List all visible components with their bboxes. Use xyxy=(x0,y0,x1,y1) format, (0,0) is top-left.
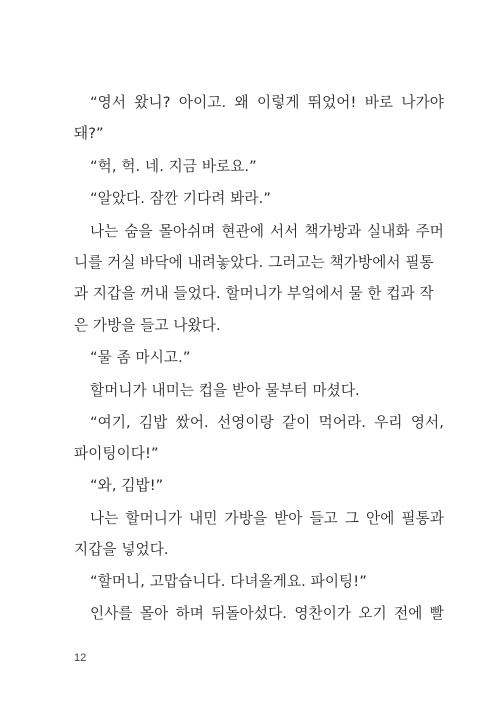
text-line: “할머니, 고맙습니다. 다녀올게요. 파이팅!” xyxy=(90,573,367,590)
text-line: 지갑을 넣었다. xyxy=(74,541,169,558)
text-line: “와, 김밥!” xyxy=(90,477,164,494)
text-line: 나는 할머니가 내민 가방을 받아 들고 그 안에 필통과 xyxy=(90,510,444,527)
text-line: “알았다. 잠깐 기다려 봐라.” xyxy=(90,190,271,207)
text-line: “여기, 김밥 쌌어. 선영이랑 같이 먹어라. 우리 영서, xyxy=(90,414,444,431)
text-line: 은 가방을 들고 나왔다. xyxy=(74,317,221,334)
text-line: 인사를 몰아 하며 뒤돌아섰다. 영찬이가 오기 전에 빨 xyxy=(90,605,444,622)
text-line: “영서 왔니? 아이고. 왜 이렇게 뛰었어! 바로 나가야 xyxy=(90,94,444,111)
page-number: 12 xyxy=(74,652,87,664)
text-line: 과 지갑을 꺼내 들었다. 할머니가 부엌에서 물 한 컵과 작 xyxy=(74,285,434,302)
text-line: 파이팅이다!” xyxy=(74,445,159,462)
text-line: 할머니가 내미는 컵을 받아 물부터 마셨다. xyxy=(90,382,360,399)
text-line: 나는 숨을 몰아쉬며 현관에 서서 책가방과 실내화 주머 xyxy=(90,223,444,240)
text-line: 돼?” xyxy=(74,125,104,142)
text-line: “물 좀 마시고.” xyxy=(90,349,191,366)
text-line: “헉, 헉. 네. 지금 바로요.” xyxy=(90,158,257,175)
text-line: 니를 거실 바닥에 내려놓았다. 그러고는 책가방에서 필통 xyxy=(74,254,434,271)
